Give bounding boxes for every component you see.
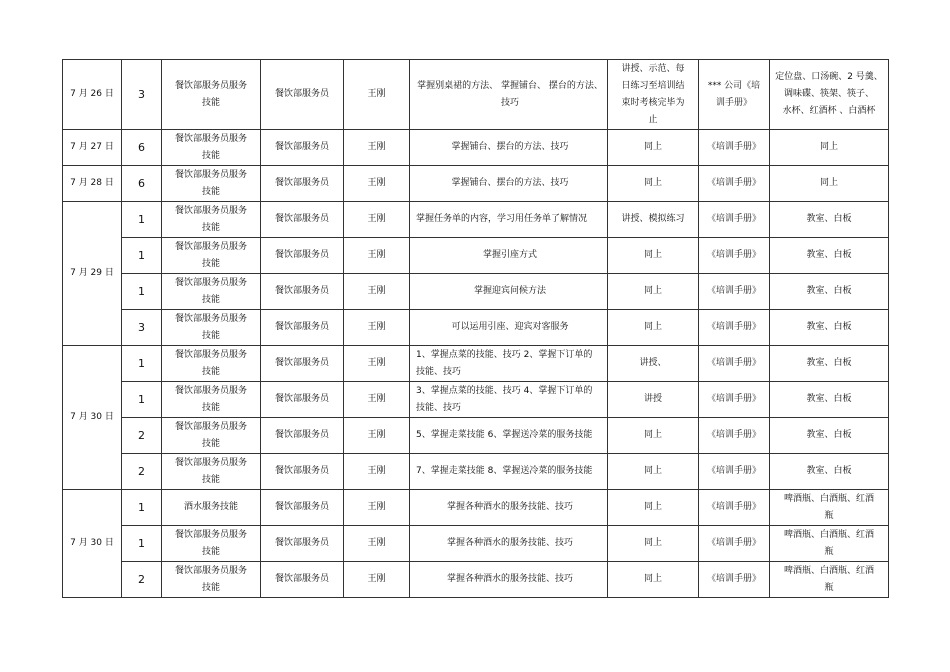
method-cell: 同上 [608, 166, 699, 202]
trainee-cell: 餐饮部服务员 [261, 310, 344, 346]
content-cell: 掌握引座方式 [410, 238, 608, 274]
method-cell: 同上 [608, 238, 699, 274]
content-cell: 掌握各种酒水的服务技能、技巧 [410, 526, 608, 562]
content-cell: 掌握各种酒水的服务技能、技巧 [410, 562, 608, 598]
trainer-cell: 王刚 [344, 562, 410, 598]
trainer-cell: 王刚 [344, 382, 410, 418]
table-row [63, 490, 889, 526]
content-cell: 1、掌握点菜的技能、技巧 2、掌握下订单的 技能、技巧 [410, 346, 608, 382]
content-cell: 掌握各种酒水的服务技能、技巧 [410, 490, 608, 526]
table-row [63, 382, 889, 418]
equipment-cell: 教室、白板 [770, 202, 889, 238]
trainer-cell: 王刚 [344, 274, 410, 310]
trainee-cell: 餐饮部服务员 [261, 274, 344, 310]
method-cell: 同上 [608, 490, 699, 526]
hours-cell: 1 [122, 382, 162, 418]
trainer-cell: 王刚 [344, 130, 410, 166]
trainee-cell: 餐饮部服务员 [261, 490, 344, 526]
course-cell: 餐饮部服务员服务 技能 [162, 454, 261, 490]
method-cell: 同上 [608, 130, 699, 166]
date-cell: 7 月 30 日 [63, 490, 122, 598]
trainer-cell: 王刚 [344, 346, 410, 382]
content-cell: 掌握铺台、摆台的方法、技巧 [410, 166, 608, 202]
table-row [63, 310, 889, 346]
course-cell: 餐饮部服务员服务 技能 [162, 202, 261, 238]
trainee-cell: 餐饮部服务员 [261, 202, 344, 238]
course-cell: 餐饮部服务员服务 技能 [162, 310, 261, 346]
material-cell: 《培训手册》 [699, 490, 770, 526]
course-cell: 餐饮部服务员服务 技能 [162, 382, 261, 418]
material-cell: 《培训手册》 [699, 274, 770, 310]
material-cell: 《培训手册》 [699, 130, 770, 166]
hours-cell: 2 [122, 454, 162, 490]
trainee-cell: 餐饮部服务员 [261, 60, 344, 130]
material-cell: 《培训手册》 [699, 526, 770, 562]
hours-cell: 1 [122, 274, 162, 310]
table-row [63, 238, 889, 274]
table-row [63, 166, 889, 202]
content-cell: 掌握任务单的内容，学习用任务单了解情况 [410, 202, 608, 238]
trainer-cell: 王刚 [344, 526, 410, 562]
equipment-cell: 啤酒瓶、白酒瓶、红酒 瓶 [770, 562, 889, 598]
hours-cell: 3 [122, 60, 162, 130]
trainee-cell: 餐饮部服务员 [261, 346, 344, 382]
hours-cell: 1 [122, 490, 162, 526]
training-schedule-table [62, 59, 889, 598]
schedule-body [63, 60, 889, 598]
date-cell: 7 月 30 日 [63, 346, 122, 490]
trainee-cell: 餐饮部服务员 [261, 454, 344, 490]
equipment-cell: 教室、白板 [770, 454, 889, 490]
trainee-cell: 餐饮部服务员 [261, 562, 344, 598]
course-cell: 餐饮部服务员服务 技能 [162, 60, 261, 130]
material-cell: 《培训手册》 [699, 382, 770, 418]
method-cell: 同上 [608, 562, 699, 598]
content-cell: 3、掌握点菜的技能、技巧 4、掌握下订单的 技能、技巧 [410, 382, 608, 418]
equipment-cell: 教室、白板 [770, 238, 889, 274]
material-cell: 《培训手册》 [699, 202, 770, 238]
table-row [63, 202, 889, 238]
table-row [63, 60, 889, 130]
course-cell: 餐饮部服务员服务 技能 [162, 346, 261, 382]
equipment-cell: 同上 [770, 166, 889, 202]
table-row [63, 454, 889, 490]
trainer-cell: 王刚 [344, 166, 410, 202]
material-cell: 《培训手册》 [699, 166, 770, 202]
hours-cell: 1 [122, 346, 162, 382]
equipment-cell: 教室、白板 [770, 346, 889, 382]
trainee-cell: 餐饮部服务员 [261, 418, 344, 454]
table-row [63, 526, 889, 562]
course-cell: 餐饮部服务员服务 技能 [162, 562, 261, 598]
content-cell: 可以运用引座、迎宾对客服务 [410, 310, 608, 346]
hours-cell: 6 [122, 130, 162, 166]
method-cell: 讲授 [608, 382, 699, 418]
method-cell: 讲授、示范、每 日练习至培训结 束时考核完毕为 止 [608, 60, 699, 130]
content-cell: 7、掌握走菜技能 8、掌握送冷菜的服务技能 [410, 454, 608, 490]
method-cell: 同上 [608, 310, 699, 346]
trainer-cell: 王刚 [344, 454, 410, 490]
date-cell: 7 月 28 日 [63, 166, 122, 202]
course-cell: 餐饮部服务员服务 技能 [162, 274, 261, 310]
method-cell: 同上 [608, 454, 699, 490]
trainer-cell: 王刚 [344, 60, 410, 130]
hours-cell: 1 [122, 526, 162, 562]
equipment-cell: 教室、白板 [770, 418, 889, 454]
hours-cell: 1 [122, 238, 162, 274]
material-cell: *** 公司《培 训手册》 [699, 60, 770, 130]
content-cell: 掌握铺台、摆台的方法、技巧 [410, 130, 608, 166]
table-row [63, 562, 889, 598]
material-cell: 《培训手册》 [699, 346, 770, 382]
trainer-cell: 王刚 [344, 418, 410, 454]
hours-cell: 3 [122, 310, 162, 346]
method-cell: 同上 [608, 274, 699, 310]
date-cell: 7 月 29 日 [63, 202, 122, 346]
content-cell: 掌握迎宾问候方法 [410, 274, 608, 310]
material-cell: 《培训手册》 [699, 418, 770, 454]
equipment-cell: 教室、白板 [770, 310, 889, 346]
trainer-cell: 王刚 [344, 490, 410, 526]
equipment-cell: 啤酒瓶、白酒瓶、红酒 瓶 [770, 490, 889, 526]
equipment-cell: 同上 [770, 130, 889, 166]
trainee-cell: 餐饮部服务员 [261, 166, 344, 202]
date-cell: 7 月 27 日 [63, 130, 122, 166]
table-row [63, 130, 889, 166]
course-cell: 餐饮部服务员服务 技能 [162, 238, 261, 274]
hours-cell: 1 [122, 202, 162, 238]
material-cell: 《培训手册》 [699, 238, 770, 274]
course-cell: 餐饮部服务员服务 技能 [162, 166, 261, 202]
table-row [63, 274, 889, 310]
method-cell: 讲授、模拟练习 [608, 202, 699, 238]
method-cell: 同上 [608, 418, 699, 454]
material-cell: 《培训手册》 [699, 454, 770, 490]
method-cell: 同上 [608, 526, 699, 562]
equipment-cell: 定位盘、口汤碗、2 号羹、 调味碟、筷架、筷子、 水杯、红酒杯 、白酒杯 [770, 60, 889, 130]
trainee-cell: 餐饮部服务员 [261, 382, 344, 418]
course-cell: 酒水服务技能 [162, 490, 261, 526]
material-cell: 《培训手册》 [699, 310, 770, 346]
trainee-cell: 餐饮部服务员 [261, 526, 344, 562]
equipment-cell: 啤酒瓶、白酒瓶、红酒 瓶 [770, 526, 889, 562]
content-cell: 5、掌握走菜技能 6、掌握送冷菜的服务技能 [410, 418, 608, 454]
trainer-cell: 王刚 [344, 202, 410, 238]
trainee-cell: 餐饮部服务员 [261, 238, 344, 274]
course-cell: 餐饮部服务员服务 技能 [162, 130, 261, 166]
trainer-cell: 王刚 [344, 238, 410, 274]
trainee-cell: 餐饮部服务员 [261, 130, 344, 166]
table-row [63, 346, 889, 382]
course-cell: 餐饮部服务员服务 技能 [162, 418, 261, 454]
hours-cell: 2 [122, 418, 162, 454]
equipment-cell: 教室、白板 [770, 382, 889, 418]
hours-cell: 6 [122, 166, 162, 202]
table-row [63, 418, 889, 454]
material-cell: 《培训手册》 [699, 562, 770, 598]
course-cell: 餐饮部服务员服务 技能 [162, 526, 261, 562]
trainer-cell: 王刚 [344, 310, 410, 346]
hours-cell: 2 [122, 562, 162, 598]
method-cell: 讲授、 [608, 346, 699, 382]
content-cell: 掌握别桌裙的方法、 掌握铺台、 摆台的方法、 技巧 [410, 60, 608, 130]
date-cell: 7 月 26 日 [63, 60, 122, 130]
equipment-cell: 教室、白板 [770, 274, 889, 310]
